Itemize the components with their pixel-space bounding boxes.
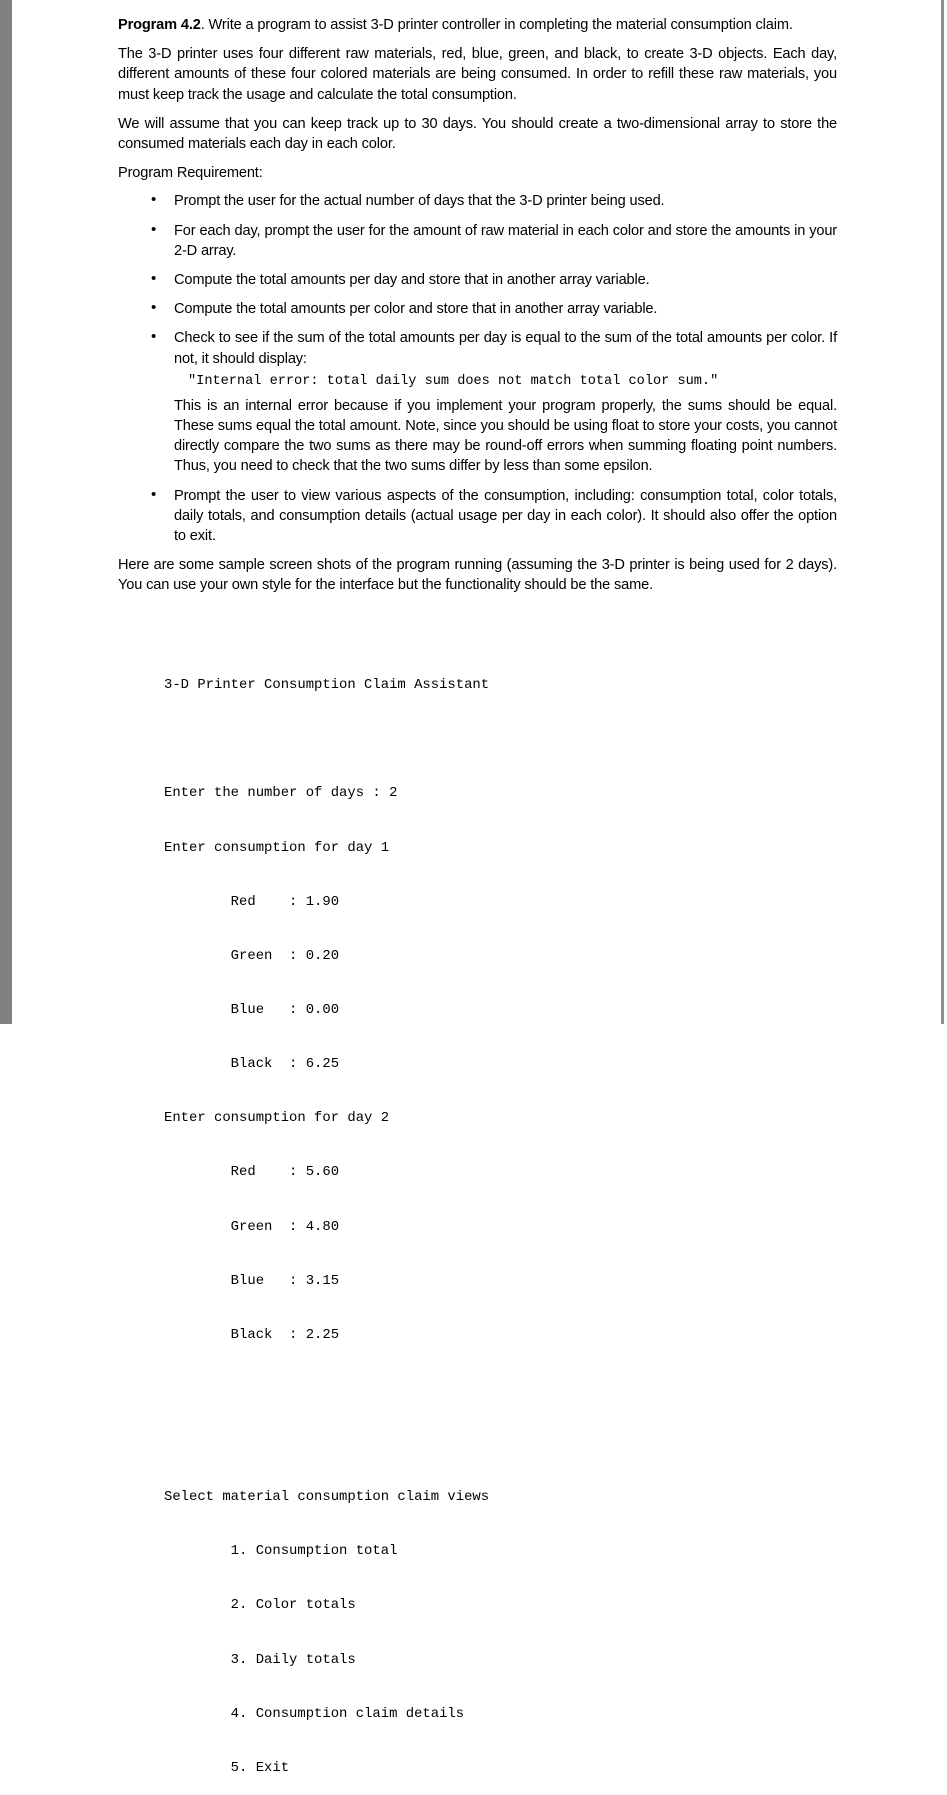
- console-menu-option-5: 5. Exit: [164, 1759, 290, 1776]
- console-title: 3-D Printer Consumption Claim Assistant: [164, 677, 490, 694]
- console-day1-blue: Blue : 0.00: [164, 1001, 340, 1018]
- console-prompt-days: Enter the number of days : 2: [164, 785, 398, 802]
- left-margin-bar: [0, 0, 12, 1024]
- console-day1-green: Green : 0.20: [164, 947, 340, 964]
- console-menu-title: Select material consumption claim views: [164, 1489, 490, 1506]
- list-item: • Compute the total amounts per day and store that in another array variable.: [118, 270, 837, 290]
- document-body: [118, 0, 837, 605]
- console-blank-line: [164, 1380, 489, 1398]
- console-menu-option-3: 3. Daily totals: [164, 1651, 356, 1668]
- console-day1-red: Red : 1.90: [164, 893, 340, 910]
- internal-error-explanation: This is an internal error because if you implement your program properly, the sums should be equal. These sums equal the total amount. Note, since you should be using float to store your costs, you cannot directly compare the two sums as there may be round-off errors when summing floating point numbers. Thus, you need to check that the two sums differ by less than some epsilon.: [174, 397, 837, 475]
- list-item: • Prompt the user to view various aspects of the consumption, including: consumption total, color totals, daily totals, and consumption details (actual usage per day in each color). It should also offer the option to exit.: [118, 486, 837, 547]
- page-title: [118, 15, 837, 35]
- intro-paragraph-1: The 3-D printer uses four different raw materials, red, blue, green, and black, to create 3-D objects. Each day, different amounts of these four colored materials are being consumed. In order to refill these raw materials, you must keep track the usage and calculate the total consumption.: [118, 46, 837, 103]
- requirements-list: [118, 191, 837, 546]
- list-item: • Prompt the user for the actual number of days that the 3-D printer being used.: [118, 191, 837, 211]
- console-day2-green: Green : 4.80: [164, 1218, 340, 1235]
- console-menu-option-4: 4. Consumption claim details: [164, 1705, 465, 1722]
- list-item: • Compute the total amounts per color and store that in another array variable.: [118, 299, 837, 319]
- program-title-text: . Write a program to assist 3-D printer controller in completing the material consumption claim.: [200, 17, 793, 33]
- console-day1-black: Black : 6.25: [164, 1056, 340, 1073]
- closing-paragraph: Here are some sample screen shots of the program running (assuming the 3-D printer is being used for 2 days). You can use your own style for the interface but the functionality should be the same.: [118, 557, 837, 594]
- right-margin-rule: [941, 0, 944, 1024]
- console-day2-black: Black : 2.25: [164, 1326, 340, 1343]
- list-item: • For each day, prompt the user for the amount of raw material in each color and store the amounts in your 2-D array.: [118, 221, 837, 261]
- console-day1-header: Enter consumption for day 1: [164, 839, 390, 856]
- console-menu-option-2: 2. Color totals: [164, 1597, 356, 1614]
- list-item: [118, 328, 837, 476]
- console-day2-header: Enter consumption for day 2: [164, 1110, 390, 1127]
- console-menu-option-1: 1. Consumption total: [164, 1543, 398, 1560]
- console-output-sample: [164, 640, 489, 1795]
- check-sum-requirement-text: • Check to see if the sum of the total amounts per day is equal to the sum of the total amounts per color. If not, it should display:: [174, 330, 837, 367]
- internal-error-message: "Internal error: total daily sum does not match total color sum.": [188, 373, 719, 389]
- program-number-label: Program 4.2: [118, 17, 201, 33]
- console-blank-line: [164, 1434, 489, 1452]
- console-blank-line: [164, 730, 489, 748]
- console-day2-red: Red : 5.60: [164, 1164, 340, 1181]
- requirements-heading: Program Requirement:: [118, 165, 263, 182]
- intro-paragraph-2: We will assume that you can keep track up to 30 days. You should create a two-dimensional array to store the consumed materials each day in each color.: [118, 115, 837, 153]
- console-day2-blue: Blue : 3.15: [164, 1272, 340, 1289]
